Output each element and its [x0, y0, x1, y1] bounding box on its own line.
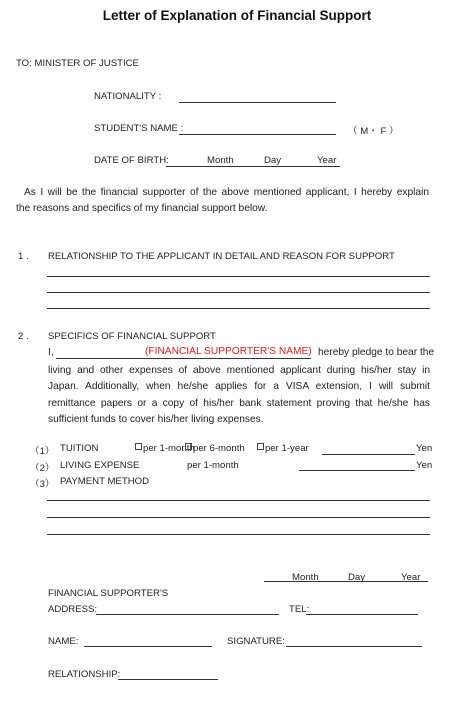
signature-month: Month — [292, 572, 319, 583]
tuition-option-1year[interactable] — [257, 443, 309, 454]
address-label: ADDRESS: — [48, 604, 98, 615]
checkbox-icon — [135, 443, 142, 450]
pledge-prefix: I, — [48, 347, 54, 358]
section1-line[interactable] — [47, 308, 430, 309]
dob-field[interactable] — [166, 166, 340, 167]
option-label: per 1-month — [143, 443, 195, 454]
tuition-unit: Yen — [416, 443, 433, 454]
tel-field[interactable] — [306, 614, 418, 615]
relationship-field[interactable] — [118, 679, 218, 680]
dob-year: Year — [317, 155, 337, 166]
item2-number: （2） — [30, 463, 55, 474]
nationality-label: NATIONALITY : — [94, 91, 162, 102]
supporter-name-sign-field[interactable] — [84, 646, 212, 647]
relationship-label: RELATIONSHIP: — [48, 669, 121, 680]
section1-heading: RELATIONSHIP TO THE APPLICANT IN DETAIL AND REASON FOR SUPPORT — [48, 251, 395, 262]
address-field[interactable] — [96, 614, 279, 615]
pledge-line: sufficient funds to cover his/her living expenses. — [48, 414, 264, 426]
section2-heading: SPECIFICS OF FINANCIAL SUPPORT — [48, 331, 216, 342]
tuition-amount-field[interactable] — [322, 454, 415, 455]
tel-label: TEL: — [289, 604, 310, 615]
addressee: TO: MINISTER OF JUSTICE — [16, 58, 139, 69]
dob-month: Month — [207, 155, 234, 166]
supporter-label: FINANCIAL SUPPORTER'S — [48, 588, 169, 599]
intro-line: the reasons and specifics of my financial support below. — [16, 203, 268, 215]
section1-line[interactable] — [47, 276, 430, 277]
checkbox-icon — [257, 443, 264, 450]
intro-paragraph — [16, 185, 429, 218]
intro-line: As I will be the financial supporter of the above mentioned applicant, I hereby explain — [24, 187, 429, 198]
signature-day: Day — [348, 572, 366, 583]
gender-options[interactable]: （ M・ F ） — [348, 126, 399, 137]
section1-line[interactable] — [47, 292, 430, 293]
dob-label: DATE OF BIRTH: — [94, 155, 169, 166]
item1-label: TUITION — [60, 443, 99, 454]
living-amount-field[interactable] — [299, 470, 415, 471]
item2-label: LIVING EXPENSE — [60, 460, 140, 471]
pledge-line: Japan. Additionally, when he/she applies for a VISA extension, I will submit — [48, 381, 430, 393]
document-title: Letter of Explanation of Financial Support — [102, 8, 372, 23]
section2-number: 2 . — [18, 331, 29, 342]
pledge-line: remittance papers or a copy of his/her bank statement proving that he/she has — [48, 397, 430, 409]
signature-year: Year — [401, 572, 421, 583]
supporter-name-field[interactable] — [56, 358, 311, 359]
dob-day: Day — [264, 155, 282, 166]
section1-number: 1 . — [18, 251, 29, 262]
item3-label: PAYMENT METHOD — [60, 476, 150, 487]
checkbox-icon — [185, 443, 192, 450]
pledge-line1-rest: hereby pledge to bear the — [318, 347, 435, 358]
supporter-name-placeholder: (FINANCIAL SUPPORTER'S NAME) — [145, 346, 312, 357]
tuition-option-6month[interactable] — [185, 443, 245, 454]
name-label: NAME: — [48, 636, 79, 647]
option-label: per 6-month — [193, 443, 245, 454]
students-name-label: STUDENT'S NAME : — [94, 123, 184, 134]
payment-method-line[interactable] — [47, 534, 430, 535]
students-name-field[interactable] — [179, 134, 336, 135]
pledge-paragraph — [48, 363, 430, 429]
item3-number: （3） — [30, 479, 55, 490]
living-option-1month[interactable]: per 1-month — [187, 460, 239, 471]
payment-method-line[interactable] — [47, 500, 430, 501]
pledge-line: living and other expenses of above mentioned applicant during his/her stay in — [48, 365, 430, 376]
nationality-field[interactable] — [179, 102, 336, 103]
signature-field[interactable] — [286, 646, 422, 647]
item1-number: （1） — [30, 446, 55, 457]
signature-label: SIGNATURE: — [227, 636, 285, 647]
payment-method-line[interactable] — [47, 517, 430, 518]
living-unit: Yen — [416, 460, 433, 471]
option-label: per 1-year — [265, 443, 309, 454]
